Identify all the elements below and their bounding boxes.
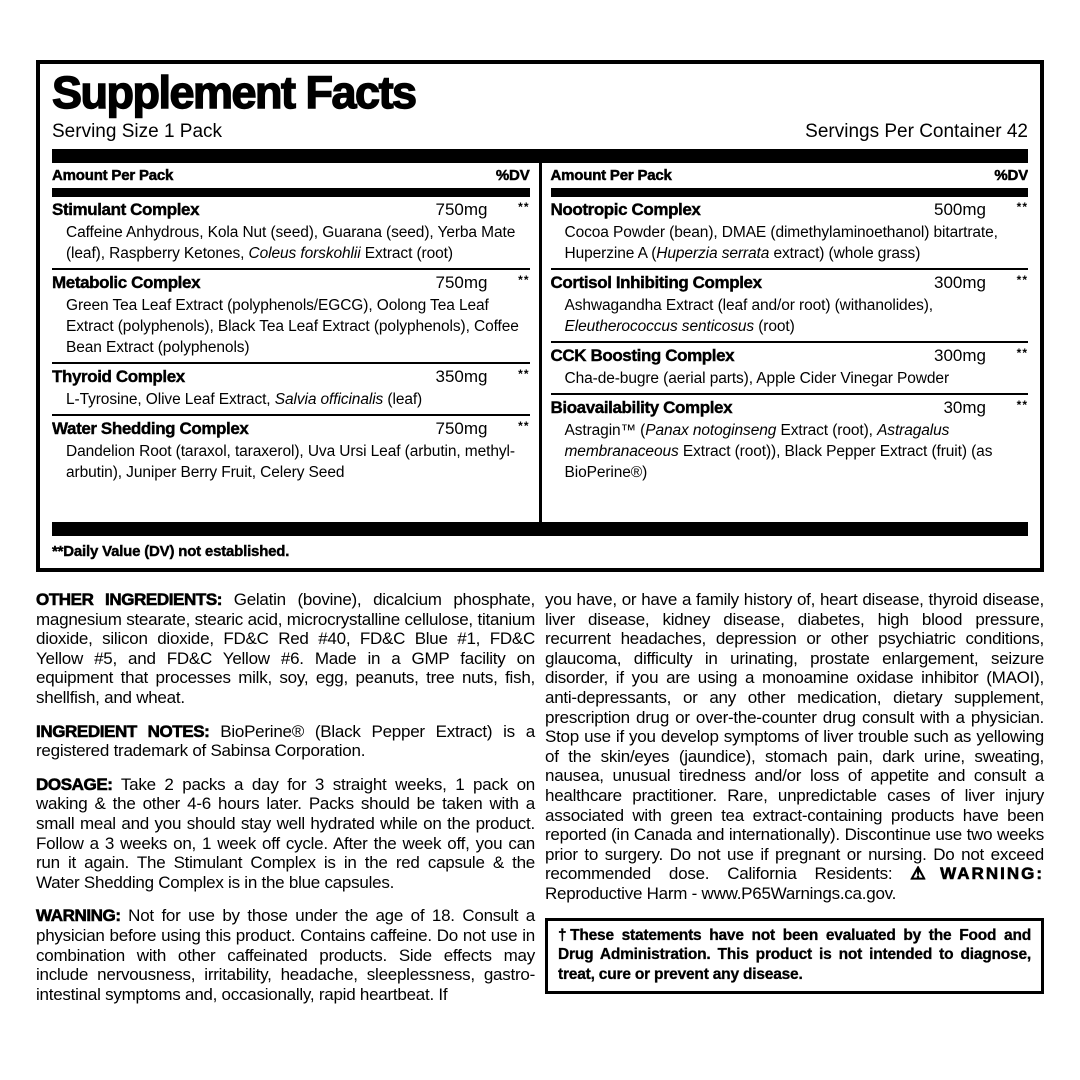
complex-name: Thyroid Complex xyxy=(52,367,185,386)
complex-amount: 750mg xyxy=(435,273,488,292)
panel-title: Supplement Facts xyxy=(52,67,416,118)
info-paragraph: WARNING: Not for use by those under the age of 18. Consult a physician before using this product. Contains caffeine. Do not use in combination with other caffeinated products. Side effects may include nervousness, irritability, headache, sleeplessness, gastro-intestinal symptoms and, occasionally, rapid heartbeat. If xyxy=(36,906,535,1004)
info-paragraph: OTHER INGREDIENTS: Gelatin (bovine), dicalcium phosphate, magnesium stearate, stearic acid, microcrystalline cellulose, titanium dioxide, silicon dioxide, FD&C Red #40, FD&C Blue #1, FD&C Yellow #5, and FD&C Yellow #6. Made in a GMP facility on equipment that processes milk, soy, egg, peanuts, tree nuts, fish, shellfish, and wheat. xyxy=(36,590,535,707)
complex-amount: 750mg xyxy=(435,419,488,438)
facts-rows-left xyxy=(52,197,530,522)
fact-row-header xyxy=(52,366,530,389)
bottom-divider-bar xyxy=(52,522,1028,536)
fact-row-header xyxy=(551,397,1029,420)
fda-disclaimer-box xyxy=(545,918,1044,995)
column-header-right xyxy=(551,163,1029,188)
fact-row xyxy=(551,341,1029,393)
fact-row xyxy=(551,393,1029,487)
serving-size-text: Serving Size 1 Pack xyxy=(52,121,223,142)
complex-dv-value: ** xyxy=(1016,200,1028,214)
complex-name: Water Shedding Complex xyxy=(52,419,249,438)
info-text-columns xyxy=(36,590,1044,1004)
serving-info-row xyxy=(52,120,1028,144)
fact-row-header xyxy=(551,272,1029,295)
daily-value-footnote: **Daily Value (DV) not established. xyxy=(52,543,290,560)
warning-triangle-icon: ⚠ xyxy=(910,864,940,884)
info-column-right xyxy=(545,590,1044,1004)
complex-name: Nootropic Complex xyxy=(550,200,701,219)
fact-row xyxy=(52,362,530,414)
complex-ingredients: Dandelion Root (taraxol, taraxerol), Uva Ursi Leaf (arbutin, methyl-arbutin), Juniper Berry Fruit, Celery Seed xyxy=(66,443,515,481)
complex-amount: 500mg xyxy=(934,200,986,219)
complex-dv-value: ** xyxy=(1016,398,1028,412)
complex-ingredients: Cha-de-bugre (aerial parts), Apple Cider Vinegar Powder xyxy=(564,370,950,387)
amount-per-pack-label: Amount Per Pack xyxy=(550,167,672,184)
supplement-facts-panel xyxy=(36,60,1044,572)
complex-amount: 300mg xyxy=(934,346,986,365)
fact-row-header xyxy=(52,272,530,295)
complex-dv-value: ** xyxy=(1016,346,1028,360)
facts-columns xyxy=(52,163,1028,522)
complex-amount: 750mg xyxy=(435,200,488,219)
complex-ingredients: Green Tea Leaf Extract (polyphenols/EGCG), Oolong Tea Leaf Extract (polyphenols), Black Tea Leaf Extract (polyphenols), Coffee Bean Extract (polyphenols) xyxy=(66,297,519,356)
fact-row-header xyxy=(551,345,1029,368)
fact-row-header xyxy=(52,418,530,441)
california-warning-word: WARNING: xyxy=(940,864,1044,884)
facts-column-left xyxy=(52,163,539,522)
complex-dv-value: ** xyxy=(518,200,530,214)
complex-name: CCK Boosting Complex xyxy=(550,346,735,365)
column-header-bar-right xyxy=(551,188,1029,197)
complex-amount: 300mg xyxy=(934,273,986,292)
fact-row-header xyxy=(52,199,530,222)
warning-continued-paragraph xyxy=(545,590,1044,904)
paragraph-label: DOSAGE: xyxy=(36,774,113,794)
complex-dv-value: ** xyxy=(518,367,530,381)
info-paragraph: INGREDIENT NOTES: BioPerine® (Black Pepper Extract) is a registered trademark of Sabinsa Corporation. xyxy=(36,721,535,761)
servings-per-container-text: Servings Per Container 42 xyxy=(805,121,1028,142)
top-divider-bar xyxy=(52,149,1028,163)
complex-dv-value: ** xyxy=(1016,273,1028,287)
dv-label: %DV xyxy=(994,167,1028,184)
complex-amount: 30mg xyxy=(943,398,986,417)
complex-ingredients: Caffeine Anhydrous, Kola Nut (seed), Guarana (seed), Yerba Mate (leaf), Raspberry Ketones, Coleus forskohlii Extract (root) xyxy=(66,224,516,262)
prop65-text: Reproductive Harm - www.P65Warnings.ca.gov. xyxy=(545,883,897,903)
complex-ingredients: Astragin™ (Panax notoginseng Extract (root), Astragalus membranaceous Extract (root)), Black Pepper Extract (fruit) (as BioPerine®) xyxy=(564,422,993,481)
info-paragraph: DOSAGE: Take 2 packs a day for 3 straight weeks, 1 pack on waking & the other 4-6 hours later. Packs should be taken with a small meal and you should stay well hydrated while on the product. Follow a 3 weeks on, 1 week off cycle. After the week off, you can run it again. The Stimulant Complex is in the red capsule & the Water Shedding Complex is in the blue capsules. xyxy=(36,774,535,892)
paragraph-label: WARNING: xyxy=(36,906,121,926)
complex-name: Metabolic Complex xyxy=(52,273,201,292)
dv-label: %DV xyxy=(495,167,530,184)
info-column-left xyxy=(36,590,535,1004)
complex-ingredients: L-Tyrosine, Olive Leaf Extract, Salvia officinalis (leaf) xyxy=(66,391,423,408)
fact-row xyxy=(551,268,1029,341)
warning-continued-text: you have, or have a family history of, heart disease, thyroid disease, liver disease, kidney disease, diabetes, high blood pressure, recurrent headaches, depression or other psychiatric conditions, glaucoma, difficulty in urinating, prostate enlargement, seizure disorder, if you are using a monoamine oxidase inhibitor (MAOI), anti-depressants, or any other medication, dietary supplement, prescription drug or over-the-counter drug consult with a physician. Stop use if you develop symptoms of liver trouble such as yellowing of the skin/eyes (jaundice), stomach pain, dark urine, sweating, nausea, unusual tiredness and/or loss of appetite and consult a healthcare practitioner. Rare, unpredictable cases of liver injury associated with green tea extract-containing products have been reported (in Canada and internationally). Discontinue use two weeks prior to surgery. Do not use if pregnant or nursing. Do not exceed recommended dose. California Residents: xyxy=(545,590,1044,884)
fact-row xyxy=(551,197,1029,268)
complex-dv-value: ** xyxy=(518,273,530,287)
complex-name: Stimulant Complex xyxy=(52,200,200,219)
fact-row xyxy=(52,414,530,487)
fact-row xyxy=(52,268,530,362)
california-warning-label xyxy=(910,864,1044,883)
complex-amount: 350mg xyxy=(435,367,488,386)
complex-dv-value: ** xyxy=(518,419,530,433)
facts-column-right xyxy=(542,163,1029,522)
fda-disclaimer-text: †These statements have not been evaluated by the Food and Drug Administration. This product is not intended to diagnose, treat, cure or prevent any disease. xyxy=(558,926,1031,983)
complex-ingredients: Ashwagandha Extract (leaf and/or root) (withanolides), Eleutherococcus senticosus (root) xyxy=(564,297,934,335)
fact-row xyxy=(52,197,530,268)
complex-ingredients: Cocoa Powder (bean), DMAE (dimethylaminoethanol) bitartrate, Huperzine A (Huperzia serrata extract) (whole grass) xyxy=(564,224,998,262)
column-header-left xyxy=(52,163,530,188)
complex-name: Bioavailability Complex xyxy=(550,398,733,417)
amount-per-pack-label: Amount Per Pack xyxy=(52,167,174,184)
fact-row-header xyxy=(551,199,1029,222)
paragraph-label: OTHER INGREDIENTS: xyxy=(36,590,223,609)
complex-name: Cortisol Inhibiting Complex xyxy=(550,273,762,292)
paragraph-label: INGREDIENT NOTES: xyxy=(36,721,210,741)
column-header-bar-left xyxy=(52,188,530,197)
facts-rows-right xyxy=(551,197,1029,522)
